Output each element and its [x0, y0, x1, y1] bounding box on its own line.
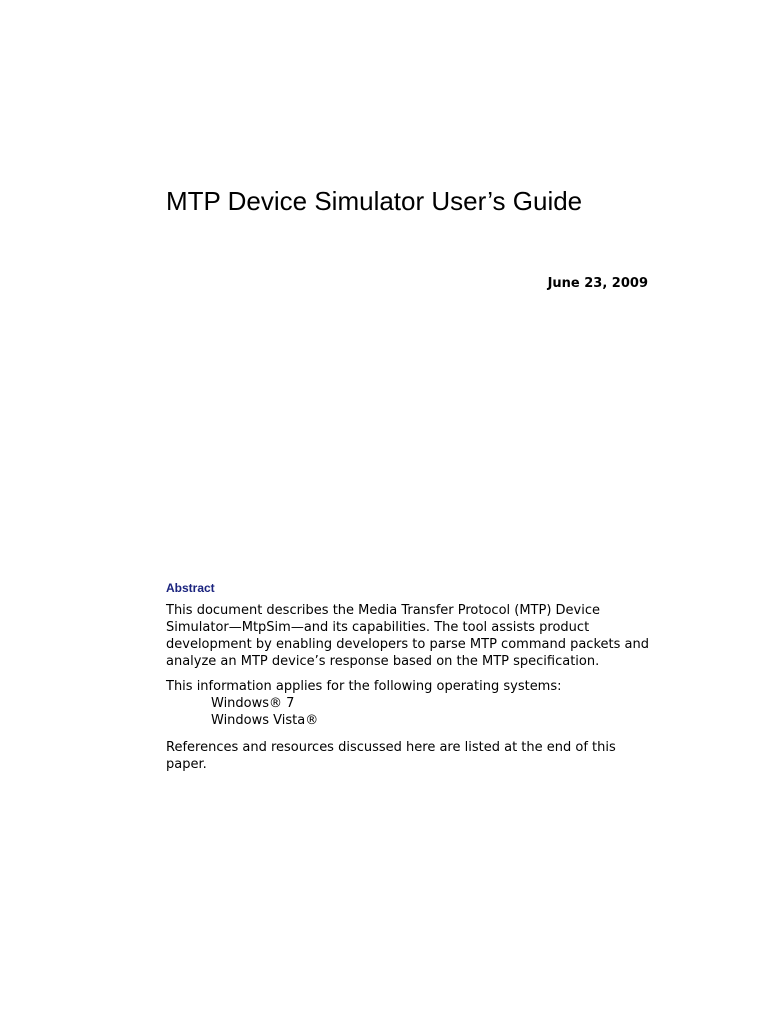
- abstract-section: [166, 580, 656, 781]
- os-list-item: Windows Vista®: [211, 713, 319, 728]
- abstract-description: This document describes the Media Transfer Protocol (MTP) Device Simulator—MtpSim—and its capabilities. The tool assists product development by enabling developers to parse MTP command packets and analyze an MTP device’s response based on the MTP specification.: [166, 603, 649, 669]
- applies-intro: This information applies for the following operating systems:: [166, 679, 562, 694]
- os-list: [166, 695, 656, 729]
- references-note: References and resources discussed here are listed at the end of this paper.: [166, 740, 616, 772]
- abstract-heading: Abstract: [166, 581, 215, 595]
- document-date: June 23, 2009: [547, 276, 648, 291]
- os-list-item: Windows® 7: [211, 696, 295, 711]
- document-title: MTP Device Simulator User’s Guide: [166, 186, 583, 216]
